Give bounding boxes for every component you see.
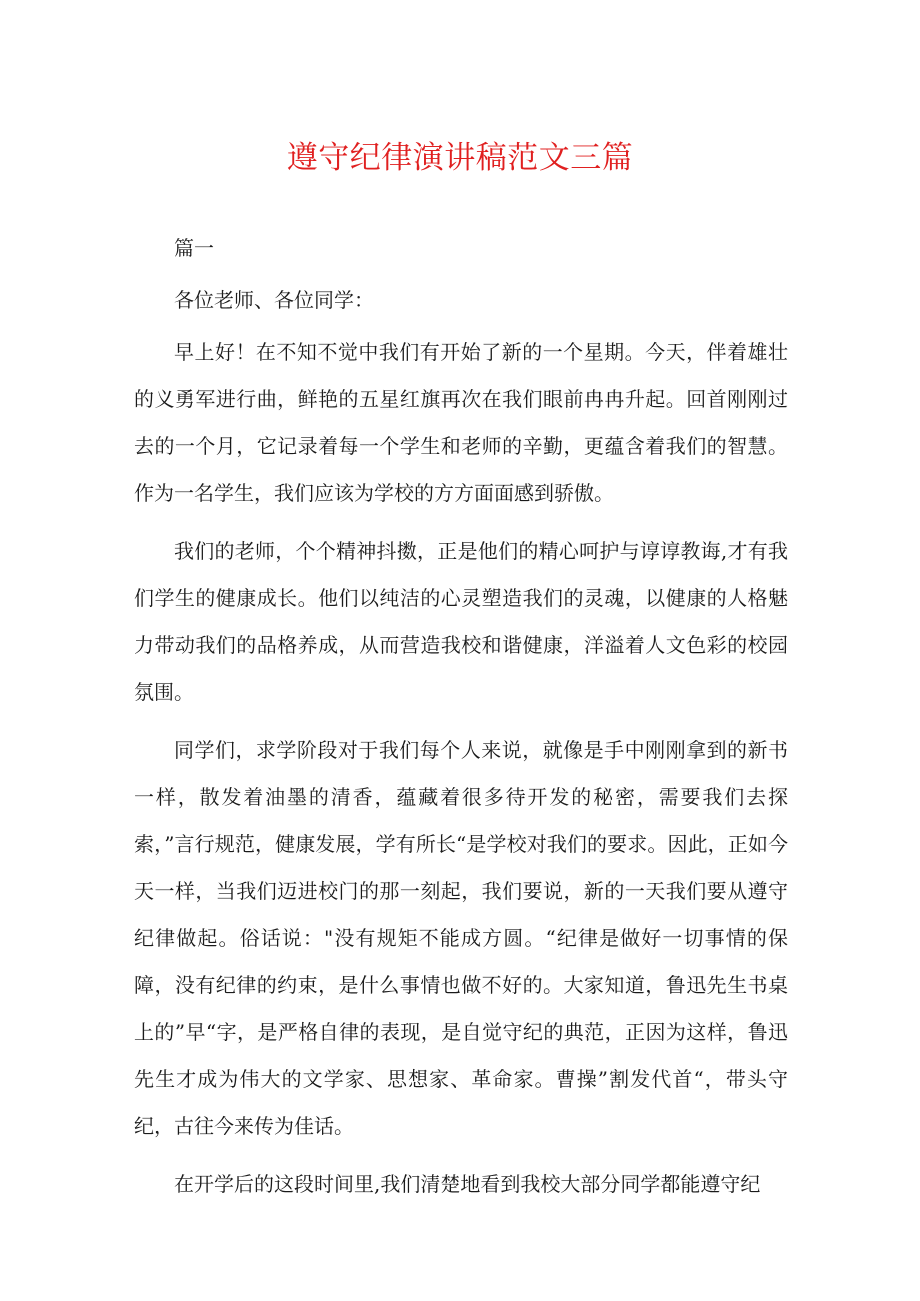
- paragraph: 同学们，求学阶段对于我们每个人来说，就像是手中刚刚拿到的新书一样，散发着油墨的清香，蕴藏着很多待开发的秘密，需要我们去探索，”言行规范，健康发展，学有所长“是学校对我们的要求。因此，正如今天一样，当我们迈进校门的那一刻起，我们要说，新的一天我们要从遵守纪律做起。俗话说："没有规矩不能成方圆。“纪律是做好一切事情的保障，没有纪律的约束，是什么事情也做不好的。大家知道，鲁迅先生书桌上的”早“字，是严格自律的表现，是自觉守纪的典范，正因为这样，鲁迅先生才成为伟大的文学家、思想家、革命家。曹操”割发代首“，带头守纪，古往今来传为佳话。: [134, 738, 788, 1138]
- paragraph: 我们的老师，个个精神抖擞，正是他们的精心呵护与谆谆教诲,才有我们学生的健康成长。他们以纯洁的心灵塑造我们的灵魂，以健康的人格魅力带动我们的品格养成，从而营造我校和谐健康，洋溢着人文色彩的校园氛围。: [134, 539, 788, 704]
- paragraph: 在开学后的这段时间里,我们清楚地看到我校大部分同学都能遵守纪: [174, 1172, 761, 1196]
- document-title: 遵守纪律演讲稿范文三篇: [286, 140, 634, 176]
- document-body: [134, 225, 788, 1219]
- section-heading: 篇一: [174, 236, 214, 260]
- paragraph: 早上好！在不知不觉中我们有开始了新的一个星期。今天，伴着雄壮的义勇军进行曲，鲜艳的五星红旗再次在我们眼前冉冉升起。回首刚刚过去的一个月，它记录着每一个学生和老师的辛勤，更蕴含着我们的智慧。作为一名学生，我们应该为学校的方方面面感到骄傲。: [134, 340, 788, 505]
- salutation: 各位老师、各位同学：: [174, 288, 374, 312]
